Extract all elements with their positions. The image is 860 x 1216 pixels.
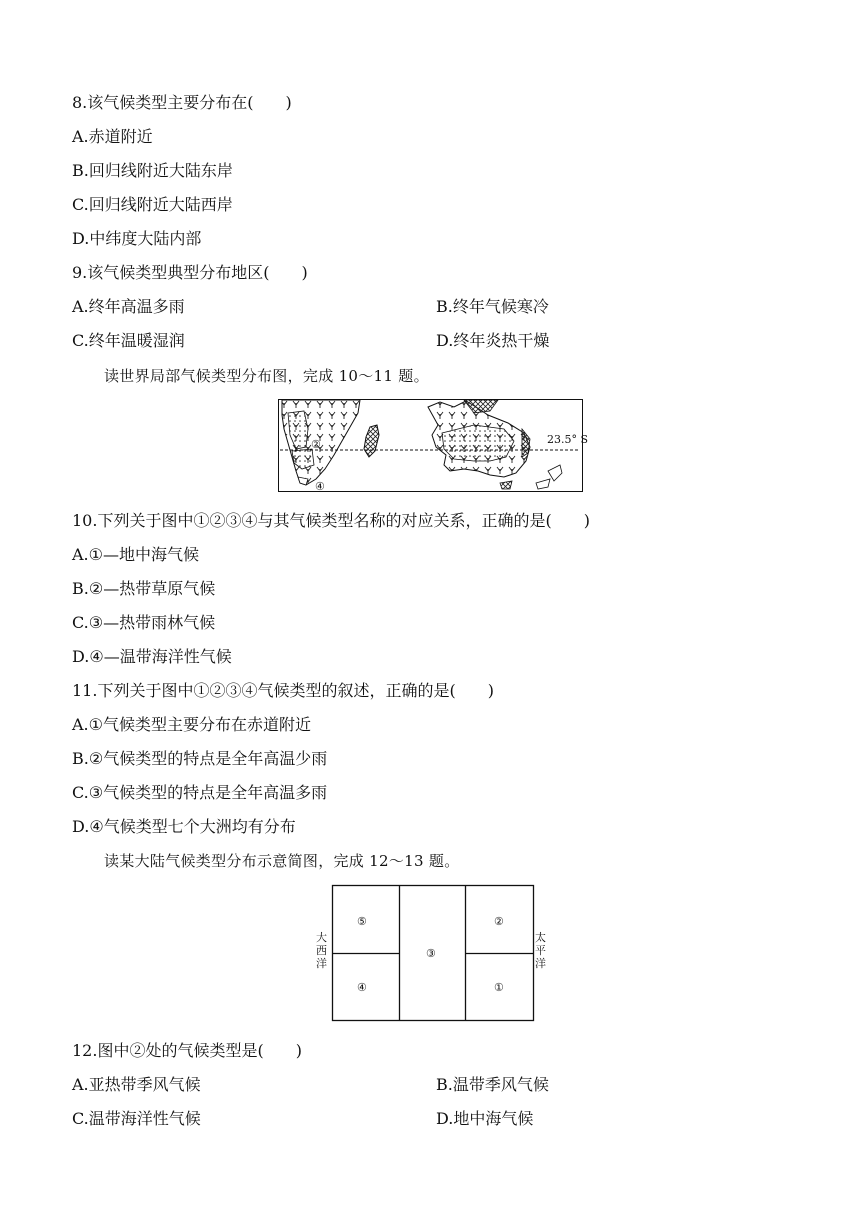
diagram-cell-5: ⑤ <box>357 915 367 928</box>
question-8-option-c[interactable]: C.回归线附近大陆西岸 <box>72 195 233 214</box>
pacific-label-char-2: 平 <box>535 944 546 957</box>
atlantic-label-char-3: 洋 <box>316 957 327 970</box>
question-12-option-d[interactable]: D.地中海气候 <box>436 1109 534 1128</box>
question-10-option-d[interactable]: D.④—温带海洋性气候 <box>72 647 232 666</box>
question-10-option-c[interactable]: C.③—热带雨林气候 <box>72 613 216 632</box>
question-8-option-b[interactable]: B.回归线附近大陆东岸 <box>72 161 233 180</box>
map-zone-4-label: ④ <box>315 480 325 493</box>
diagram-cell-2: ② <box>494 915 504 928</box>
intro-10-11: 读世界局部气候类型分布图，完成 10～11 题。 <box>104 367 429 385</box>
question-9-option-a[interactable]: A.终年高温多雨 <box>72 297 185 316</box>
atlantic-label-char-1: 大 <box>316 931 327 944</box>
latitude-label: 23.5° S <box>547 433 589 446</box>
question-9-option-b[interactable]: B.终年气候寒冷 <box>436 297 549 316</box>
pacific-label-char-3: 洋 <box>535 957 546 970</box>
question-9-option-d[interactable]: D.终年炎热干燥 <box>436 331 550 350</box>
question-12-option-a[interactable]: A.亚热带季风气候 <box>72 1075 201 1094</box>
question-11-option-d[interactable]: D.④气候类型七个大洲均有分布 <box>72 817 296 836</box>
question-11-option-b[interactable]: B.②气候类型的特点是全年高温少雨 <box>72 749 328 768</box>
question-11-stem: 11.下列关于图中①②③④气候类型的叙述，正确的是( ) <box>72 681 494 700</box>
question-8-option-d[interactable]: D.中纬度大陆内部 <box>72 229 202 248</box>
question-8-option-a[interactable]: A.赤道附近 <box>72 127 153 146</box>
atlantic-label-char-2: 西 <box>316 944 327 957</box>
question-12-stem: 12.图中②处的气候类型是( ) <box>72 1041 302 1060</box>
diagram-cell-3: ③ <box>426 947 436 960</box>
climate-map-figure <box>278 399 589 493</box>
question-9-option-c[interactable]: C.终年温暖湿润 <box>72 331 185 350</box>
question-12-option-c[interactable]: C.温带海洋性气候 <box>72 1109 201 1128</box>
map-zone-2-label: ② <box>311 438 321 451</box>
question-10-stem: 10.下列关于图中①②③④与其气候类型名称的对应关系，正确的是( ) <box>72 511 590 530</box>
question-10-option-a[interactable]: A.①—地中海气候 <box>72 545 199 564</box>
question-10-option-b[interactable]: B.②—热带草原气候 <box>72 579 216 598</box>
question-12-option-b[interactable]: B.温带季风气候 <box>436 1075 549 1094</box>
question-8-stem: 8.该气候类型主要分布在( ) <box>72 93 292 112</box>
question-9-stem: 9.该气候类型典型分布地区( ) <box>72 263 308 282</box>
diagram-cell-4: ④ <box>357 981 367 994</box>
question-11-option-a[interactable]: A.①气候类型主要分布在赤道附近 <box>72 715 311 734</box>
continent-climate-diagram <box>305 879 550 1024</box>
pacific-label-char-1: 太 <box>535 931 546 944</box>
intro-12-13: 读某大陆气候类型分布示意简图，完成 12～13 题。 <box>104 852 460 870</box>
question-11-option-c[interactable]: C.③气候类型的特点是全年高温多雨 <box>72 783 328 802</box>
diagram-cell-1: ① <box>494 981 504 994</box>
